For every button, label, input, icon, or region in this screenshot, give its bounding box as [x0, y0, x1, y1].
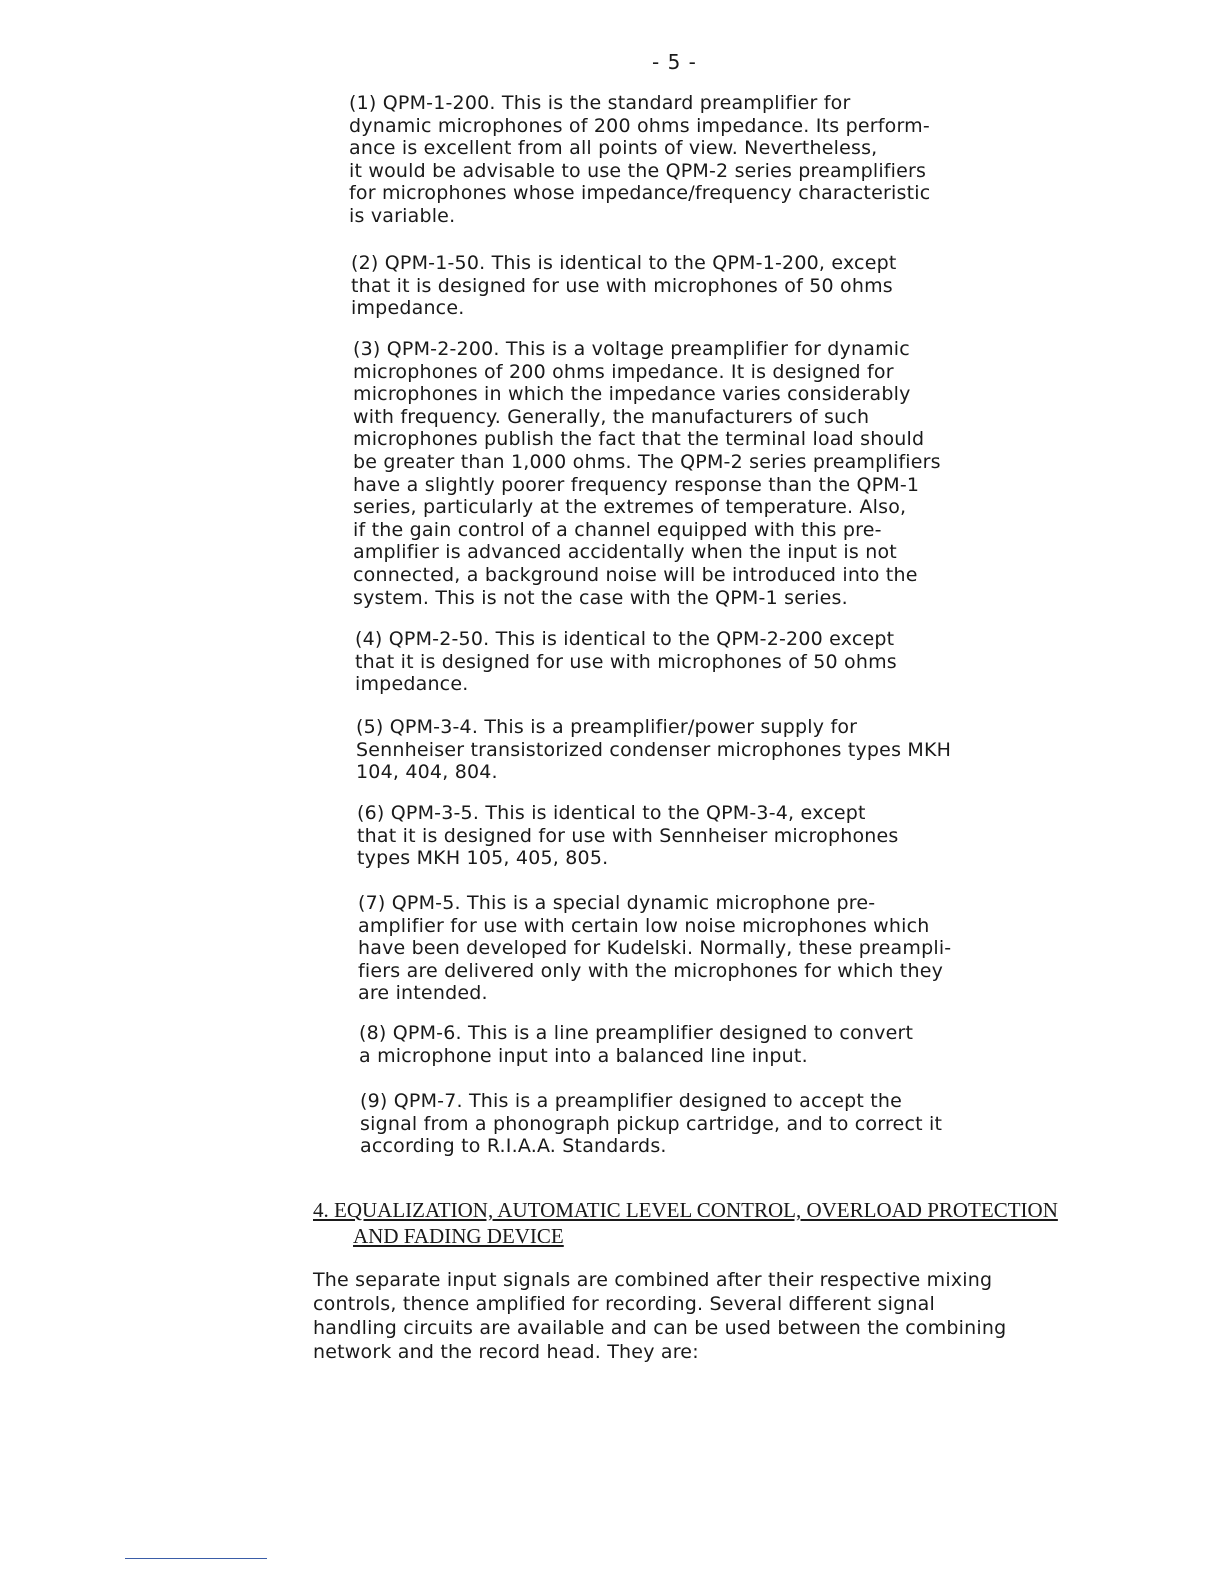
list-item-qpm-3-5 — [357, 802, 1017, 870]
intro-line: network and the record head. They are: — [313, 1341, 699, 1363]
item-line: that it is designed for use with microphones of 50 ohms — [351, 274, 893, 297]
footnote-divider — [125, 1558, 267, 1559]
item-line: (9) QPM-7. This is a preamplifier designed to accept the — [360, 1090, 903, 1112]
section-heading-line-1: 4. EQUALIZATION, AUTOMATIC LEVEL CONTROL, OVERLOAD PROTECTION — [313, 1198, 1058, 1222]
item-line: (8) QPM-6. This is a line preamplifier designed to convert — [359, 1022, 914, 1044]
item-line: according to R.I.A.A. Standards. — [360, 1135, 667, 1158]
list-item-qpm-7 — [360, 1090, 1020, 1158]
item-line: (2) QPM-1-50. This is identical to the QPM-1-200, except — [351, 252, 897, 274]
item-line: (3) QPM-2-200. This is a voltage preamplifier for dynamic — [353, 338, 910, 360]
item-line: is variable. — [349, 204, 456, 227]
list-item-qpm-3-4 — [356, 716, 1016, 784]
list-item-qpm-1-200 — [349, 92, 1009, 228]
list-item-qpm-2-50 — [355, 628, 1015, 696]
item-line: connected, a background noise will be introduced into the — [353, 563, 918, 586]
page-number: - 5 - — [652, 50, 697, 74]
item-line: with frequency. Generally, the manufacturers of such — [353, 405, 870, 428]
item-line: be greater than 1,000 ohms. The QPM-2 series preamplifiers — [353, 450, 941, 473]
item-line: Sennheiser transistorized condenser microphones types MKH — [356, 738, 952, 761]
list-item-qpm-6 — [359, 1022, 1019, 1067]
item-line: dynamic microphones of 200 ohms impedance. Its perform- — [349, 114, 930, 137]
item-line: (5) QPM-3-4. This is a preamplifier/power supply for — [356, 716, 858, 738]
item-line: (7) QPM-5. This is a special dynamic microphone pre- — [358, 892, 876, 914]
item-line: 104, 404, 804. — [356, 761, 498, 784]
item-line: have been developed for Kudelski. Normally, these preampli- — [358, 937, 952, 960]
list-item-qpm-1-50 — [351, 252, 1011, 320]
item-line: signal from a phonograph pickup cartridge, and to correct it — [360, 1112, 943, 1135]
section-heading-line-2: AND FADING DEVICE — [353, 1224, 564, 1248]
item-line: microphones in which the impedance varies considerably — [353, 383, 911, 406]
item-line: ance is excellent from all points of view. Nevertheless, — [349, 137, 878, 160]
item-line: (1) QPM-1-200. This is the standard preamplifier for — [349, 92, 851, 114]
item-line: fiers are delivered only with the microphones for which they — [358, 959, 944, 982]
item-line: for microphones whose impedance/frequency characteristic — [349, 182, 931, 205]
item-line: (6) QPM-3-5. This is identical to the QPM-3-4, except — [357, 802, 866, 824]
item-line: system. This is not the case with the QPM-1 series. — [353, 586, 848, 609]
item-line: impedance. — [351, 297, 465, 320]
item-line: it would be advisable to use the QPM-2 series preamplifiers — [349, 159, 927, 182]
list-item-qpm-2-200 — [353, 338, 1013, 609]
intro-line: The separate input signals are combined after their respective mixing — [313, 1269, 993, 1291]
section-intro-paragraph — [313, 1268, 1093, 1364]
section-heading — [313, 1197, 1058, 1249]
item-line: amplifier is advanced accidentally when the input is not — [353, 541, 897, 564]
item-line: microphones of 200 ohms impedance. It is designed for — [353, 360, 894, 383]
item-line: if the gain control of a channel equipped with this pre- — [353, 518, 882, 541]
item-line: amplifier for use with certain low noise microphones which — [358, 914, 930, 937]
item-line: (4) QPM-2-50. This is identical to the QPM-2-200 except — [355, 628, 895, 650]
intro-line: handling circuits are available and can be used between the combining — [313, 1317, 1007, 1339]
item-line: series, particularly at the extremes of temperature. Also, — [353, 496, 907, 519]
item-line: are intended. — [358, 982, 488, 1005]
item-line: have a slightly poorer frequency response than the QPM-1 — [353, 473, 920, 496]
list-item-qpm-5 — [358, 892, 1018, 1005]
item-line: that it is designed for use with microphones of 50 ohms — [355, 650, 897, 673]
intro-line: controls, thence amplified for recording. Several different signal — [313, 1293, 935, 1315]
item-line: microphones publish the fact that the terminal load should — [353, 428, 925, 451]
item-line: types MKH 105, 405, 805. — [357, 847, 609, 870]
item-line: a microphone input into a balanced line input. — [359, 1044, 808, 1067]
item-line: that it is designed for use with Sennheiser microphones — [357, 824, 899, 847]
item-line: impedance. — [355, 673, 469, 696]
